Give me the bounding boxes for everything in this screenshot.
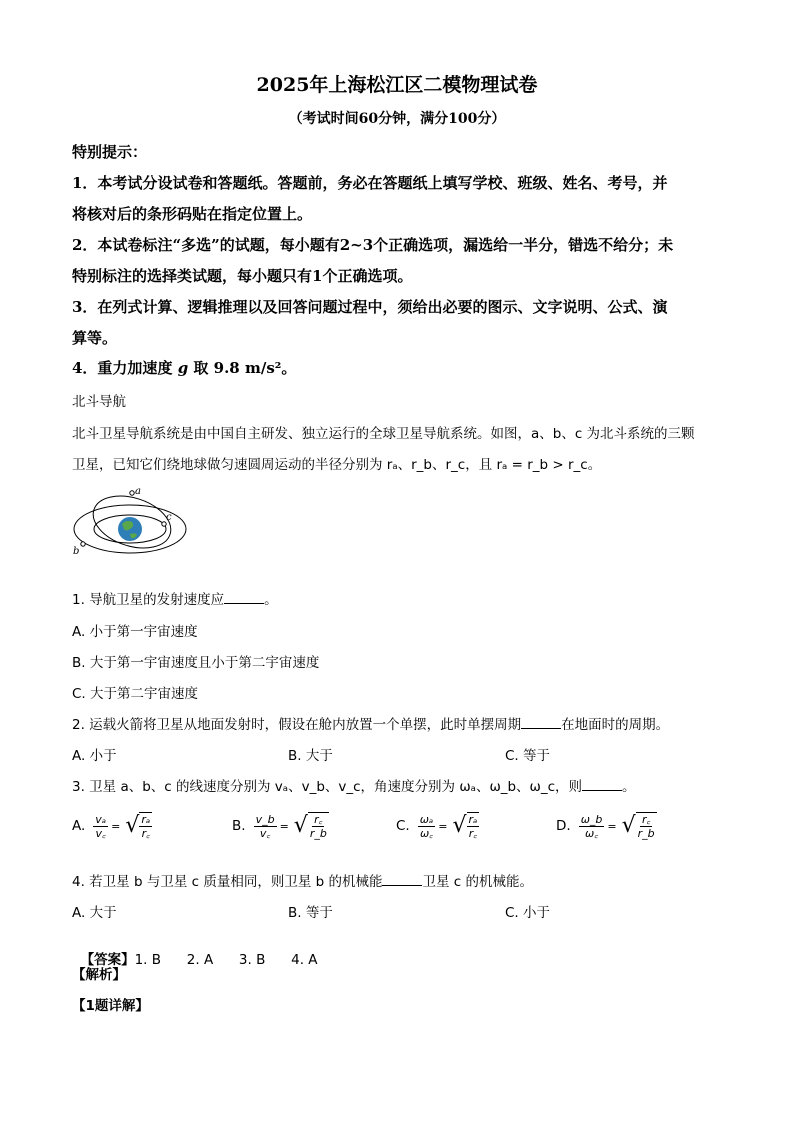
q3-a-rd: r꜀ — [141, 827, 150, 840]
q3-c-rd: r꜀ — [468, 827, 478, 840]
q2-blank — [521, 716, 561, 729]
q1-stem-end: 。 — [264, 592, 278, 608]
q1-stem — [72, 588, 278, 608]
notice-item-3-line-2: 算等。 — [72, 329, 118, 347]
q3-d-ln: ω_b — [580, 812, 603, 826]
page-subtitle: （考试时间60分钟，满分100分） — [288, 111, 506, 127]
notice-heading: 特别提示： — [72, 143, 148, 161]
notice-item-2-line-1: 2．本试卷标注“多选”的试题，每小题有2~3个正确选项，漏选给一半分，错选不给分；未 — [72, 236, 674, 254]
q3-a-ld: v꜀ — [95, 826, 106, 840]
page-title: 2025年上海松江区二模物理试卷 — [256, 74, 538, 96]
q1-blank — [224, 591, 264, 604]
q3-c-ld: ω꜀ — [419, 826, 433, 840]
q3-option-d: D. $\frac{\omega\_b}{\omega꜀}$ = √ $\frac{r꜀}{r\_b}$ — [556, 812, 655, 840]
q3-d-rd: r_b — [637, 827, 655, 840]
q4-stem — [72, 870, 533, 890]
notice-item-4 — [72, 357, 296, 378]
label-b: b — [73, 546, 80, 557]
q3-b-rd: r_b — [309, 827, 327, 840]
q3-a-rn: rₐ — [141, 813, 151, 826]
label-a: a — [135, 486, 141, 497]
q4-option-b: B. 等于 — [288, 905, 333, 921]
notice-item-2-line-2: 特别标注的选择类试题，每小题只有1个正确选项。 — [72, 267, 413, 285]
q2-stem — [72, 713, 669, 733]
notice-item-4-g: g — [177, 359, 189, 377]
q4-blank — [382, 873, 422, 886]
detail-label: 【1题详解】 — [72, 998, 149, 1014]
q3-a-ln: vₐ — [95, 812, 107, 826]
q3-blank — [582, 778, 622, 791]
q3-option-d-label: D. — [556, 818, 571, 834]
q2-stem-end: 在地面时的周期。 — [561, 717, 670, 733]
q2-stem-text: 2. 运载火箭将卫星从地面发射时，假设在舱内放置一个单摆，此时单摆周期 — [72, 717, 522, 733]
q3-option-c-label: C. — [396, 818, 410, 834]
q1-option-a: A. 小于第一宇宙速度 — [72, 624, 198, 640]
q4-stem-end: 卫星 c 的机械能。 — [422, 874, 533, 890]
section-intro-line-2: 卫星，已知它们绕地球做匀速圆周运动的半径分别为 rₐ、r_b、r_c，且 rₐ = r_b > r_c。 — [72, 457, 602, 473]
q4-stem-text: 4. 若卫星 b 与卫星 c 质量相同，则卫星 b 的机械能 — [72, 874, 383, 890]
notice-item-4-suffix: 取 9.8 m/s²。 — [193, 359, 297, 377]
q1-stem-text: 1. 导航卫星的发射速度应 — [72, 592, 225, 608]
satellite-a — [130, 491, 134, 495]
q3-d-ld: ω꜀ — [585, 826, 599, 840]
notice-item-1-line-1: 1．本考试分设试卷和答题纸。答题前，务必在答题纸上填写学校、班级、姓名、考号，并 — [72, 174, 668, 192]
q4-option-c: C. 小于 — [505, 905, 551, 921]
q3-stem-end: 。 — [622, 779, 636, 795]
notice-item-4-prefix: 4．重力加速度 — [72, 359, 173, 377]
q4-option-a: A. 大于 — [72, 905, 117, 921]
q3-b-ld: v꜀ — [259, 826, 271, 840]
q3-option-c: C. $\frac{\text{ωₐ}}{\omega꜀}$ = √ $\frac{\text{rₐ}}{r꜀}$ — [396, 812, 478, 840]
q3-c-ln: ωₐ — [419, 812, 434, 826]
answer-label: 【答案】 — [80, 952, 135, 968]
q3-c-rn: rₐ — [468, 813, 478, 826]
notice-item-1-line-2: 将核对后的条形码贴在指定位置上。 — [72, 205, 313, 223]
q3-option-b: B. $\frac{v\_b}{v꜀}$ = √ $\frac{r꜀}{r\_b}$ — [232, 812, 327, 840]
q1-option-c: C. 大于第二宇宙速度 — [72, 686, 199, 702]
q3-stem-text: 3. 卫星 a、b、c 的线速度分别为 vₐ、v_b、v_c，角速度分别为 ωₐ、ω_b、ω_c，则 — [72, 779, 583, 795]
q2-option-a: A. 小于 — [72, 748, 117, 764]
q3-option-a: A. $\frac{\text{vₐ}}{v꜀}$ = √ $\frac{\text{rₐ}}{r꜀}$ — [72, 812, 151, 840]
section-title: 北斗导航 — [72, 394, 126, 410]
q3-option-a-label: A. — [72, 818, 86, 834]
analysis-label: 【解析】 — [72, 967, 126, 983]
q3-d-rn: r꜀ — [641, 813, 651, 826]
q1-option-b: B. 大于第一宇宙速度且小于第二宇宙速度 — [72, 655, 320, 671]
orbit-diagram — [70, 482, 190, 557]
q2-option-c: C. 等于 — [505, 748, 551, 764]
section-intro-line-1: 北斗卫星导航系统是由中国自主研发、独立运行的全球卫星导航系统。如图，a、b、c 为北斗系统的三颗 — [72, 426, 695, 442]
q3-option-b-label: B. — [232, 818, 246, 834]
q3-stem — [72, 775, 636, 795]
notice-item-3-line-1: 3．在列式计算、逻辑推理以及回答问题过程中，须给出必要的图示、文字说明、公式、演 — [72, 298, 668, 316]
q2-option-b: B. 大于 — [288, 748, 333, 764]
q3-b-ln: v_b — [255, 812, 275, 826]
label-c: c — [166, 512, 172, 523]
answer-text: 1. B 2. A 3. B 4. A — [134, 952, 318, 968]
q3-b-rn: r꜀ — [314, 813, 323, 826]
satellite-b — [81, 542, 85, 546]
